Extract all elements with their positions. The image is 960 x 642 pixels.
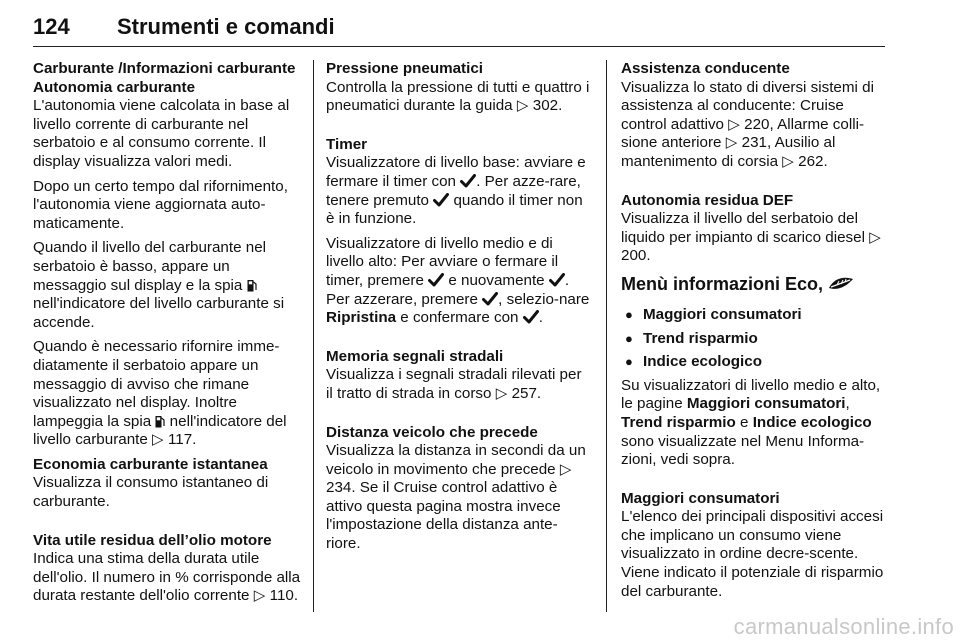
- leaf-icon: [828, 276, 854, 292]
- heading-fuel-info: Carburante /Informazioni carburante: [33, 60, 296, 77]
- eco-menu-list: [621, 306, 891, 372]
- page-reference[interactable]: ▷ 257.: [495, 384, 542, 402]
- heading-tire-pressure: Pressione pneumatici: [326, 60, 483, 77]
- check-icon: [428, 273, 444, 287]
- column-3: [621, 60, 891, 607]
- heading-def-range: Autonomia residua DEF: [621, 191, 794, 209]
- column-divider: [606, 60, 607, 612]
- check-icon: [460, 174, 476, 188]
- heading-top-consumers: Maggiori consumatori: [621, 489, 780, 507]
- ripristina-label: Ripristina: [326, 309, 397, 327]
- paragraph: Visualizza lo stato di diversi sistemi di assistenza al conducente: Cruise control adattivo ▷ 220, Allarme colli-sione anteriore ▷ 231, Ausilio al mantenimento di corsia ▷ 262.: [621, 78, 874, 170]
- heading-oil-life: Vita utile residua dell’olio motore: [33, 531, 272, 549]
- paragraph: Quando il livello del carburante nel serbatoio è basso, appare un messaggio sul display e la spia nell'indicatore del livello carburante si accende.: [33, 239, 285, 331]
- paragraph: Dopo un certo tempo dal rifornimento, l'autonomia viene aggiornata auto-maticamente.: [33, 177, 288, 232]
- heading-following-distance: Distanza veicolo che precede: [326, 423, 538, 441]
- column-2: [326, 60, 592, 560]
- fuel-pump-icon: [155, 415, 165, 428]
- paragraph: Visualizza la distanza in secondi da un veicolo in movimento che precede ▷ 234. Se il Cruise control adattivo è attivo questa pagina mostra invece l'impostazione della distanza ante-riore.: [326, 442, 586, 553]
- page-reference[interactable]: ▷ 220,: [728, 115, 774, 133]
- page-reference[interactable]: ▷ 302.: [516, 97, 563, 115]
- heading-fuel-range: Autonomia carburante: [33, 78, 196, 96]
- paragraph: Visualizza i segnali stradali rilevati per il tratto di strada in corso ▷ 257.: [326, 366, 582, 402]
- check-icon: [523, 310, 539, 324]
- check-icon: [433, 193, 449, 207]
- section-title: Strumenti e comandi: [117, 14, 335, 39]
- fuel-pump-icon: [247, 279, 257, 292]
- page-number: 124: [33, 14, 70, 39]
- paragraph: Visualizza il livello del serbatoio del liquido per impianto di scarico diesel ▷ 200.: [621, 210, 881, 265]
- paragraph: Indica una stima della durata utile dell'olio. Il numero in % corrisponde alla durata restante dell'olio corrente ▷ 110.: [33, 550, 301, 605]
- watermark: carmanualsonline.info: [733, 614, 954, 639]
- heading-eco-menu: Menù informazioni Eco,: [621, 272, 891, 296]
- list-item: ● Trend risparmio: [621, 330, 891, 349]
- heading-timer: Timer: [326, 135, 368, 153]
- heading-driver-assist: Assistenza conducente: [621, 60, 790, 77]
- list-item: ● Maggiori consumatori: [621, 306, 891, 325]
- paragraph: L'autonomia viene calcolata in base al livello corrente di carburante nel serbatoio e al consumo corrente. Il display visualizza valori medi.: [33, 97, 290, 170]
- list-item: ● Indice ecologico: [621, 353, 891, 372]
- paragraph: Visualizzatore di livello medio e di livello alto: Per avviare o fermare il timer, premere e nuovamente . Per azzerare, premere , selezio-nare Ripristina e confermare con .: [326, 234, 590, 327]
- page-reference[interactable]: ▷ 234.: [326, 460, 572, 497]
- page-reference[interactable]: ▷ 262.: [782, 152, 828, 170]
- column-1: [33, 60, 305, 612]
- page-reference[interactable]: ▷ 110.: [253, 587, 299, 605]
- paragraph: Visualizza il consumo istantaneo di carburante.: [33, 474, 269, 511]
- check-icon: [482, 292, 498, 306]
- heading-road-signs: Memoria segnali stradali: [326, 347, 504, 365]
- page-reference[interactable]: ▷ 117.: [152, 431, 197, 449]
- paragraph: Su visualizzatori di livello medio e alto, le pagine Maggiori consumatori, Trend risparmio e Indice ecologico sono visualizzate nel Menu Informa-zioni, vedi sopra.: [621, 376, 881, 469]
- paragraph: Visualizzatore di livello base: avviare e fermare il timer con . Per azze-rare, tenere premuto quando il timer non è in funzione.: [326, 154, 586, 228]
- page-reference[interactable]: ▷ 200.: [621, 228, 881, 265]
- heading-instant-economy: Economia carburante istantanea: [33, 455, 268, 473]
- paragraph: Quando è necessario rifornire imme-diatamente il serbatoio appare un messaggio di avviso che rimane visualizzato nel display. Inoltre lampeggia la spia nell'indicatore del livello carburante ▷ 117.: [33, 338, 287, 449]
- page-reference[interactable]: ▷ 231,: [725, 134, 772, 152]
- paragraph: Controlla la pressione di tutti e quattro i pneumatici durante la guida ▷ 302.: [326, 78, 590, 115]
- check-icon: [549, 273, 565, 287]
- paragraph: L'elenco dei principali dispositivi accesi che implicano un consumo viene visualizzato in ordine decre-scente. Viene indicato il potenziale di risparmio del carburante.: [621, 508, 884, 600]
- page-header: [33, 6, 885, 47]
- column-divider: [313, 60, 314, 612]
